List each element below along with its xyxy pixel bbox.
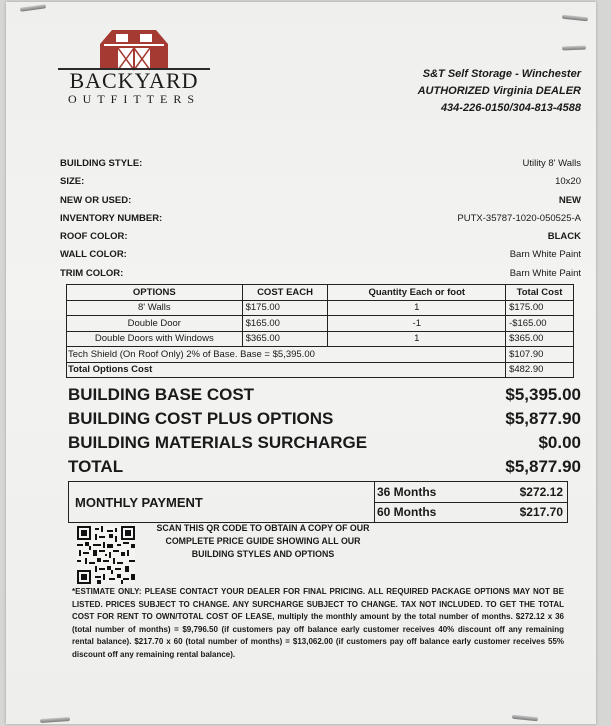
total-label: BUILDING BASE COST [68, 385, 255, 404]
spec-label: TRIM COLOR: [60, 267, 124, 279]
total-label: BUILDING COST PLUS OPTIONS [68, 409, 334, 428]
column-header: Total Cost [506, 285, 574, 301]
staple [40, 717, 70, 723]
logo-title: BACKYARD [69, 68, 199, 93]
table-row [67, 362, 574, 378]
spec-label: BUILDING STYLE: [60, 158, 143, 169]
total-row [68, 383, 581, 407]
spec-row [60, 192, 581, 210]
spec-row [60, 210, 581, 228]
total-options-value: $482.90 [506, 362, 574, 378]
spec-label: NEW OR USED: [60, 194, 132, 206]
options-table [66, 284, 574, 378]
term-amount: $272.12 [519, 484, 563, 499]
total-value: $5,395.00 [505, 385, 581, 404]
spec-label: ROOF COLOR: [60, 231, 128, 243]
building-specs [60, 155, 581, 283]
table-row [67, 316, 574, 332]
total-row [68, 455, 581, 479]
table-row [67, 347, 574, 363]
spec-value: Barn White Paint [509, 267, 581, 279]
option-qty: -1 [328, 316, 506, 332]
total-options-label: Total Options Cost [67, 362, 506, 378]
payment-terms [375, 482, 567, 522]
option-qty: 1 [328, 331, 506, 347]
backyard-outfitters-logo [58, 24, 210, 104]
spec-row [60, 265, 581, 283]
spec-row [60, 228, 581, 246]
total-row [68, 431, 581, 455]
spec-row [60, 173, 581, 191]
total-label: TOTAL [68, 457, 124, 476]
qr-code-icon[interactable] [76, 526, 136, 584]
dealer-phones: 434-226-0150/304-813-4588 [440, 102, 581, 114]
barn-icon [58, 24, 210, 72]
column-header: Quantity Each or foot [328, 285, 506, 301]
column-header: OPTIONS [67, 285, 243, 301]
table-row [67, 300, 574, 316]
table-row [67, 331, 574, 347]
payment-term-row [375, 482, 567, 502]
spec-label: SIZE: [60, 176, 85, 188]
option-cost: $365.00 [242, 331, 328, 347]
total-value: $5,877.90 [505, 409, 581, 428]
estimate-disclaimer: *ESTIMATE ONLY: PLEASE CONTACT YOUR DEALER FOR FINAL PRICING. ALL REQUIRED PACKAGE OPTIONS MAY NOT BE LISTED. PRICES SUBJECT TO CHANGE. ANY SURCHARGE SUBJECT TO CHANGE. TAX NOT INCLUDED. TO GET THE TOTAL COST FOR RENT TO OWN/TOTAL COST OF LEASE, multiply the monthly amount by the total number of months. $272.12 x 36 (total number of months) = $9,796.50 (if customers pay off balance early customer receives 40% discount off any remaining rental balance). $217.70 x 60 (total number of months) = $13,062.00 (if customers pay off balance early customer receives 55% discount off any remaining rental balance). [72, 587, 564, 659]
option-total: $365.00 [506, 331, 574, 347]
spec-value: Barn White Paint [509, 249, 581, 261]
spec-value: BLACK [547, 231, 581, 243]
option-name: Double Doors with Windows [67, 331, 243, 347]
monthly-payment-box [68, 481, 568, 523]
dealer-name: S&T Self Storage - Winchester [422, 68, 581, 80]
payment-term-row [375, 502, 567, 523]
staple [562, 46, 586, 51]
option-total: -$165.00 [506, 316, 574, 332]
option-total: $175.00 [506, 300, 574, 316]
total-row [68, 407, 581, 431]
logo-subtitle: OUTFITTERS [68, 92, 200, 106]
spec-label: WALL COLOR: [60, 249, 127, 261]
spec-value: NEW [558, 194, 581, 206]
spec-value: 10x20 [555, 176, 581, 188]
term-length: 60 Months [377, 505, 437, 520]
dealer-authorized: AUTHORIZED Virginia DEALER [417, 85, 581, 97]
cost-totals [68, 383, 581, 479]
staple [562, 15, 588, 22]
total-value: $5,877.90 [505, 457, 581, 476]
total-label: BUILDING MATERIALS SURCHARGE [68, 433, 368, 452]
staple [20, 4, 46, 12]
spec-row [60, 155, 581, 173]
monthly-payment-label: MONTHLY PAYMENT [69, 482, 375, 522]
spec-row [60, 246, 581, 264]
column-header: COST EACH [242, 285, 328, 301]
term-length: 36 Months [377, 484, 437, 499]
qr-code-caption: SCAN THIS QR CODE TO OBTAIN A COPY OF OUR COMPLETE PRICE GUIDE SHOWING ALL OUR BUILDING STYLES AND OPTIONS [156, 523, 370, 559]
option-name: 8' Walls [67, 300, 243, 316]
option-name: Double Door [67, 316, 243, 332]
option-qty: 1 [328, 300, 506, 316]
table-header-row [67, 285, 574, 301]
tech-shield-total: $107.90 [506, 347, 574, 363]
dealer-info [418, 66, 581, 117]
total-value: $0.00 [538, 433, 581, 452]
spec-label: INVENTORY NUMBER: [60, 212, 163, 224]
spec-value: Utility 8' Walls [522, 158, 581, 169]
spec-value: PUTX-35787-1020-050525-A [457, 212, 581, 224]
staple [512, 715, 538, 722]
option-cost: $165.00 [242, 316, 328, 332]
tech-shield-label: Tech Shield (On Roof Only) 2% of Base. Base = $5,395.00 [67, 347, 506, 363]
option-cost: $175.00 [242, 300, 328, 316]
term-amount: $217.70 [519, 505, 563, 520]
